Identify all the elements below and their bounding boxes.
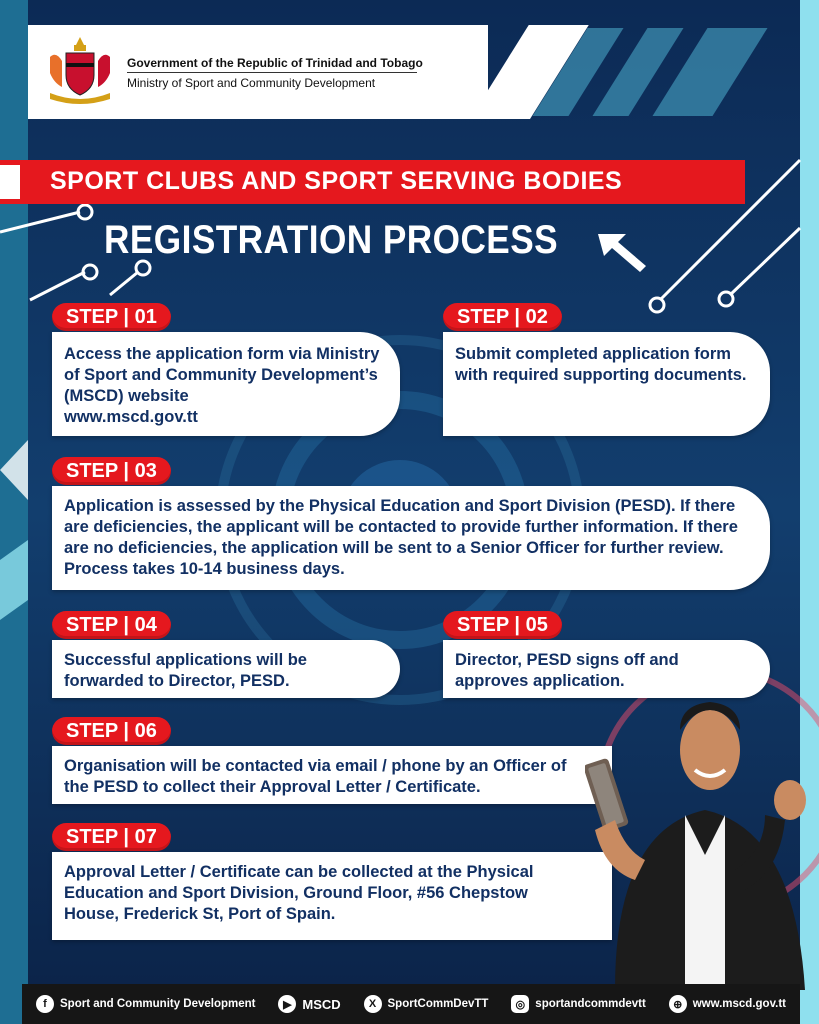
step-02-text: Submit completed application form with required supporting documents. (455, 345, 747, 384)
ministry-name: Ministry of Sport and Community Development (127, 76, 376, 90)
x-twitter-icon: X (364, 995, 382, 1013)
coat-of-arms-logo (44, 35, 116, 105)
step-01-card (52, 332, 400, 436)
pointer-arrow-icon (596, 230, 648, 272)
facebook-label: Sport and Community Development (60, 998, 256, 1010)
step-01-link[interactable]: www.mscd.gov.tt (64, 408, 198, 426)
step-07-card (52, 852, 612, 940)
step-04-tag: STEP | 04 (52, 611, 171, 639)
footer-mscd-tv[interactable] (278, 995, 340, 1013)
header-divider (127, 72, 417, 73)
step-04-card (52, 640, 400, 698)
step-05-text: Director, PESD signs off and approves application. (455, 651, 679, 690)
play-icon: ▶ (278, 995, 296, 1013)
step-06-text: Organisation will be contacted via email / phone by an Officer of the PESD to collect their Approval Letter / Certificate. (64, 757, 567, 796)
step-07-tag: STEP | 07 (52, 823, 171, 851)
title-line-1: SPORT CLUBS AND SPORT SERVING BODIES (50, 167, 623, 195)
step-01-text: Access the application form via Ministry of Sport and Community Development’s (MSCD) website (64, 345, 380, 405)
footer-facebook[interactable] (36, 995, 256, 1013)
step-03-tag: STEP | 03 (52, 457, 171, 485)
twitter-label: SportCommDevTT (387, 998, 489, 1010)
footer-website[interactable] (669, 995, 786, 1013)
footer-bar (22, 984, 800, 1024)
government-name: Government of the Republic of Trinidad and Tobago (127, 56, 423, 70)
footer-twitter[interactable] (364, 995, 489, 1013)
step-06-card (52, 746, 612, 804)
step-06-tag: STEP | 06 (52, 717, 171, 745)
step-07-text: Approval Letter / Certificate can be collected at the Physical Education and Sport Division, Ground Floor, #56 Chepstow House, Frederick St, Port of Spain. (64, 863, 534, 923)
globe-icon: ⊕ (669, 995, 687, 1013)
step-05-tag: STEP | 05 (443, 611, 562, 639)
facebook-icon: f (36, 995, 54, 1013)
title-band-edge (0, 165, 20, 199)
mscd-tv-label: MSCD (302, 996, 341, 1012)
title-line-2: REGISTRATION PROCESS (104, 218, 559, 262)
step-02-card (443, 332, 770, 436)
step-04-text: Successful applications will be forwarded to Director, PESD. (64, 651, 307, 690)
smiling-man-with-tablet-image (585, 690, 815, 990)
instagram-label: sportandcommdevtt (535, 998, 646, 1010)
step-01-tag: STEP | 01 (52, 303, 171, 331)
website-label: www.mscd.gov.tt (692, 998, 786, 1010)
instagram-icon: ◎ (511, 995, 529, 1013)
footer-instagram[interactable] (511, 995, 646, 1013)
step-03-card (52, 486, 770, 590)
step-03-text: Application is assessed by the Physical Education and Sport Division (PESD). If there are deficiencies, the applicant will be contacted to provide further information. If there are no deficiencies, the application will be sent to a Senior Officer for further review. Process takes 10-14 business days. (64, 497, 738, 578)
step-02-tag: STEP | 02 (443, 303, 562, 331)
